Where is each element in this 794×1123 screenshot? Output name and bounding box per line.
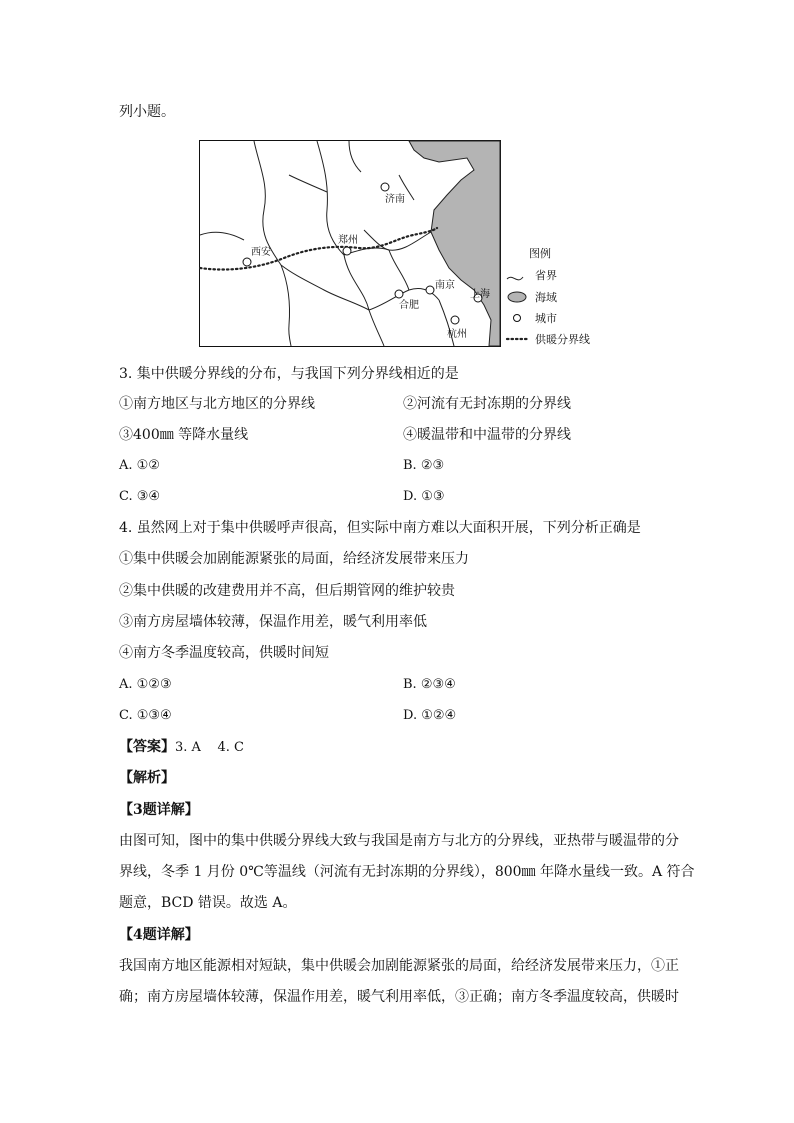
- legend-city-symbol: [514, 315, 521, 322]
- q3-item-1: ①南方地区与北方地区的分界线: [119, 396, 315, 412]
- q4-option-d[interactable]: D. ①②④: [403, 708, 457, 723]
- city-label-shanghai: 上海: [470, 289, 490, 300]
- map-figure: [199, 140, 501, 347]
- intro-text: 列小题。: [119, 104, 175, 120]
- city-label-hangzhou: 杭州: [447, 329, 467, 340]
- q3-stem: 3. 集中供暖分界线的分布，与我国下列分界线相近的是: [119, 366, 459, 382]
- city-marker-hefei: [395, 290, 403, 298]
- legend-title: 图例: [529, 247, 551, 260]
- legend-sea-symbol: [508, 292, 526, 302]
- q4-item-3: ③南方房屋墙体较薄，保温作用差，暖气利用率低: [119, 614, 427, 630]
- city-label-xian: 西安: [251, 247, 271, 258]
- q4-option-c[interactable]: C. ①③④: [119, 708, 172, 723]
- detail3-line-2: 界线，冬季 1 月份 0℃等温线（河流有无封冻期的分界线），800㎜ 年降水量线一致。A 符合: [119, 864, 695, 880]
- city-marker-zhengzhou: [343, 247, 351, 255]
- q4-option-b[interactable]: B. ②③④: [403, 677, 456, 692]
- city-marker-jinan: [381, 183, 389, 191]
- answer-row: [119, 738, 244, 757]
- city-label-zhengzhou: 郑州: [338, 235, 358, 246]
- legend-sea-label: 海域: [535, 291, 557, 304]
- city-label-nanjing: 南京: [435, 280, 455, 291]
- detail3-label: 【3题详解】: [119, 802, 199, 818]
- q4-item-1: ①集中供暖会加剧能源紧张的局面，给经济发展带来压力: [119, 551, 469, 567]
- legend-boundary-label: 省界: [535, 269, 557, 282]
- detail4-line-2: 确；南方房屋墙体较薄，保温作用差，暖气利用率低，③正确；南方冬季温度较高，供暖时: [119, 989, 679, 1005]
- answer-label: 【答案】: [119, 739, 175, 755]
- q3-item-3: ③400㎜ 等降水量线: [119, 427, 249, 443]
- legend-city-label: 城市: [535, 312, 557, 325]
- city-label-hefei: 合肥: [399, 300, 419, 311]
- detail4-line-1: 我国南方地区能源相对短缺，集中供暖会加剧能源紧张的局面，给经济发展带来压力，①正: [119, 958, 679, 974]
- q3-item-2: ②河流有无封冻期的分界线: [403, 396, 571, 412]
- city-marker-hangzhou: [451, 316, 459, 324]
- answer-value: 3. A 4. C: [175, 740, 244, 755]
- q4-item-4: ④南方冬季温度较高，供暖时间短: [119, 645, 329, 661]
- q3-option-d[interactable]: D. ①③: [403, 489, 445, 504]
- q4-item-2: ②集中供暖的改建费用并不高，但后期管网的维护较贵: [119, 583, 455, 599]
- map-legend: [505, 245, 615, 350]
- city-label-jinan: 济南: [385, 194, 405, 205]
- analysis-label: 【解析】: [119, 770, 175, 786]
- q4-option-a[interactable]: A. ①②③: [119, 677, 172, 692]
- city-marker-nanjing: [426, 286, 434, 294]
- q3-option-b[interactable]: B. ②③: [403, 458, 445, 473]
- q4-stem: 4. 虽然网上对于集中供暖呼声很高，但实际中南方难以大面积开展，下列分析正确是: [119, 520, 641, 536]
- q3-option-a[interactable]: A. ①②: [119, 458, 160, 473]
- legend-heating-line-label: 供暖分界线: [535, 333, 590, 346]
- city-marker-xian: [243, 258, 251, 266]
- legend-boundary-symbol: [507, 277, 523, 280]
- q3-option-c[interactable]: C. ③④: [119, 489, 161, 504]
- detail3-line-3: 题意，BCD 错误。故选 A。: [119, 895, 297, 911]
- detail4-label: 【4题详解】: [119, 927, 199, 943]
- q3-item-4: ④暖温带和中温带的分界线: [403, 427, 571, 443]
- detail3-line-1: 由图可知，图中的集中供暖分界线大致与我国是南方与北方的分界线，亚热带与暖温带的分: [119, 833, 679, 849]
